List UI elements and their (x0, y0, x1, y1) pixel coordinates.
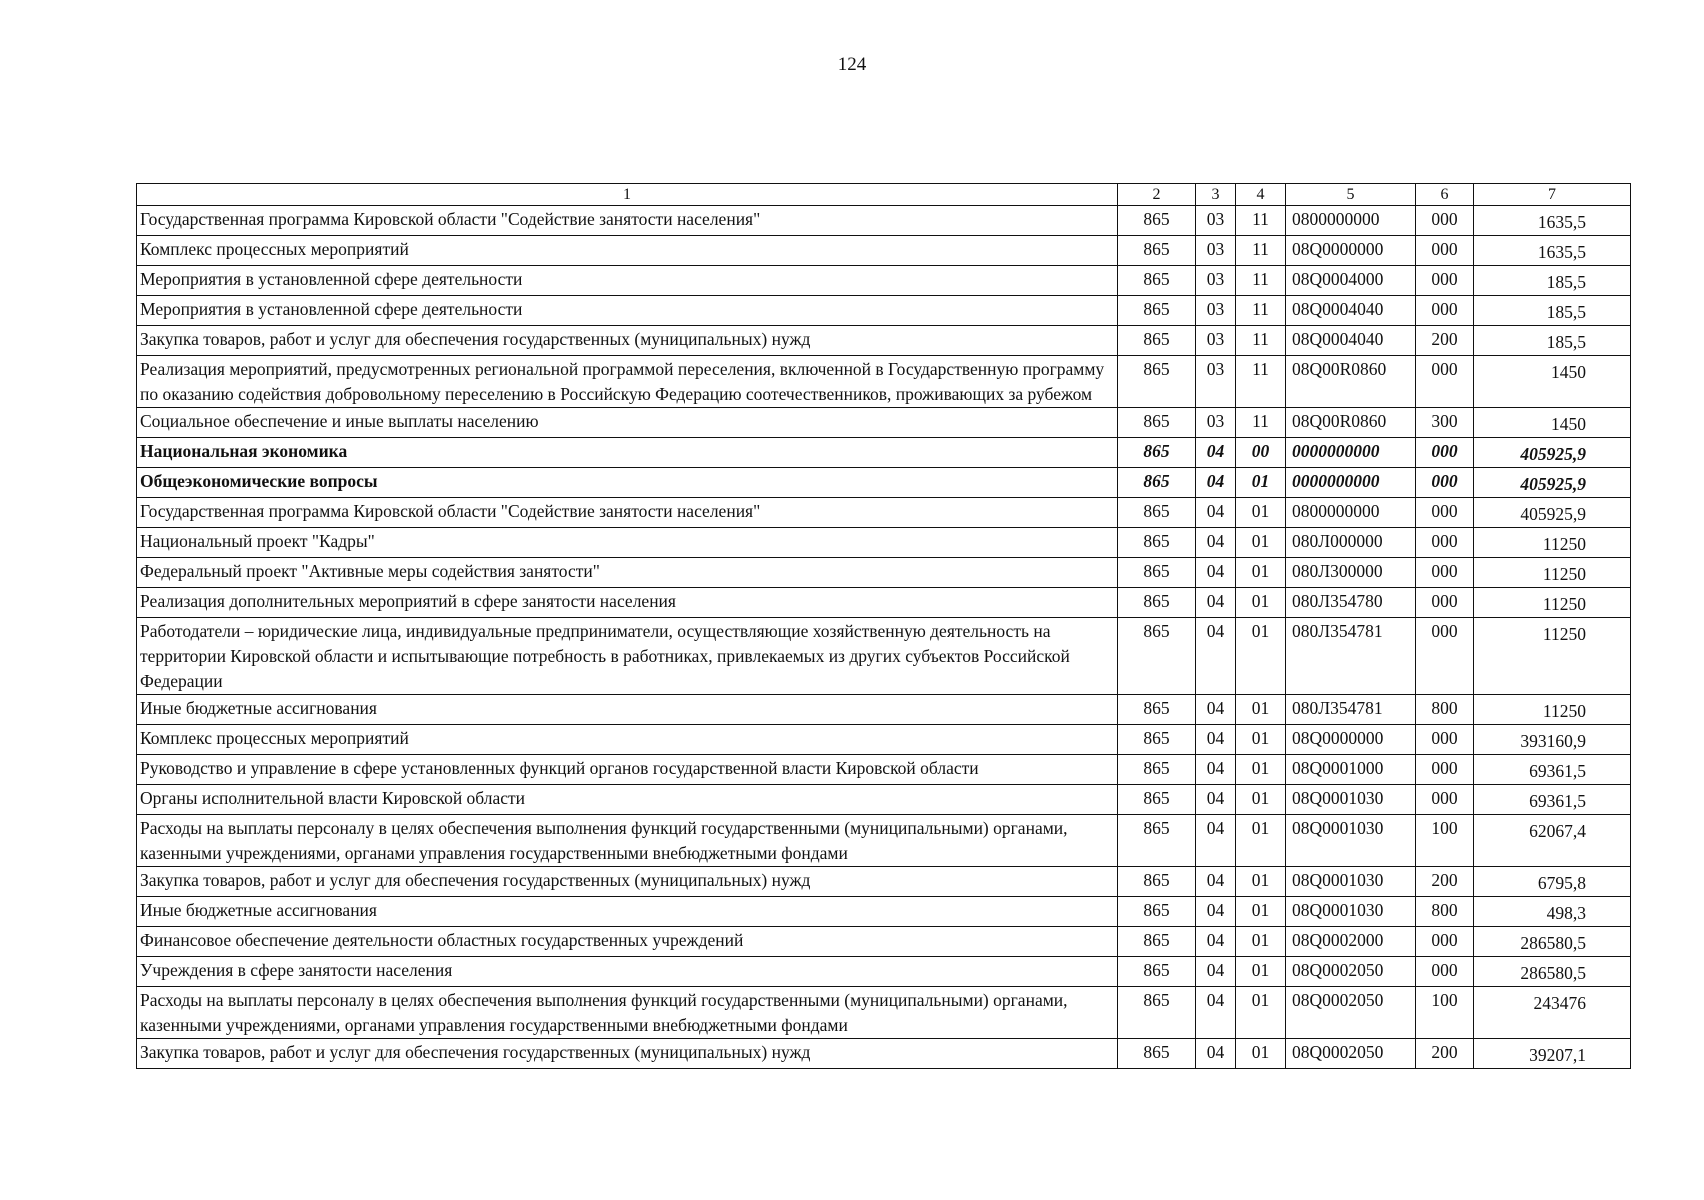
column-numbers-row (137, 184, 1631, 206)
target-article-code: 080Л354781 (1286, 695, 1416, 725)
section-code: 04 (1196, 695, 1236, 725)
amount: 185,5 (1474, 266, 1631, 296)
item-name: Финансовое обеспечение деятельности областных государственных учреждений (137, 927, 1118, 957)
ministry-code: 865 (1118, 588, 1196, 618)
subsection-code: 01 (1236, 897, 1286, 927)
subsection-code: 00 (1236, 438, 1286, 468)
table-row (137, 897, 1631, 927)
target-article-code: 08Q0001030 (1286, 897, 1416, 927)
ministry-code: 865 (1118, 927, 1196, 957)
item-name: Реализация дополнительных мероприятий в сфере занятости населения (137, 588, 1118, 618)
amount: 1635,5 (1474, 206, 1631, 236)
ministry-code: 865 (1118, 815, 1196, 867)
target-article-code: 08Q0002000 (1286, 927, 1416, 957)
table-row (137, 206, 1631, 236)
amount: 185,5 (1474, 296, 1631, 326)
section-code: 04 (1196, 588, 1236, 618)
target-article-code: 0800000000 (1286, 498, 1416, 528)
section-code: 03 (1196, 296, 1236, 326)
ministry-code: 865 (1118, 206, 1196, 236)
subsection-code: 01 (1236, 528, 1286, 558)
table-row (137, 695, 1631, 725)
expense-type-code: 000 (1416, 785, 1474, 815)
expense-type-code: 000 (1416, 206, 1474, 236)
table-row (137, 927, 1631, 957)
expense-type-code: 300 (1416, 408, 1474, 438)
expense-type-code: 000 (1416, 558, 1474, 588)
item-name: Федеральный проект "Активные меры содействия занятости" (137, 558, 1118, 588)
target-article-code: 080Л000000 (1286, 528, 1416, 558)
subsection-code: 11 (1236, 236, 1286, 266)
ministry-code: 865 (1118, 987, 1196, 1039)
table-row (137, 236, 1631, 266)
column-header: 1 (137, 184, 1118, 206)
expense-type-code: 000 (1416, 618, 1474, 695)
expense-type-code: 200 (1416, 867, 1474, 897)
section-code: 04 (1196, 468, 1236, 498)
section-code: 04 (1196, 785, 1236, 815)
subsection-code: 01 (1236, 785, 1286, 815)
amount: 243476 (1474, 987, 1631, 1039)
item-name: Руководство и управление в сфере установленных функций органов государственной власти Кировской области (137, 755, 1118, 785)
expense-type-code: 000 (1416, 356, 1474, 408)
item-name: Расходы на выплаты персоналу в целях обеспечения выполнения функций государственными (муниципальными) органами, казенными учреждениями, органами управления государственными внебюджетными фондами (137, 815, 1118, 867)
column-header: 5 (1286, 184, 1416, 206)
amount: 62067,4 (1474, 815, 1631, 867)
ministry-code: 865 (1118, 296, 1196, 326)
ministry-code: 865 (1118, 498, 1196, 528)
amount: 11250 (1474, 528, 1631, 558)
section-code: 04 (1196, 957, 1236, 987)
expense-type-code: 000 (1416, 588, 1474, 618)
table-row (137, 725, 1631, 755)
amount: 405925,9 (1474, 468, 1631, 498)
expense-type-code: 000 (1416, 296, 1474, 326)
table-row (137, 815, 1631, 867)
amount: 286580,5 (1474, 927, 1631, 957)
table-row (137, 785, 1631, 815)
item-name: Социальное обеспечение и иные выплаты населению (137, 408, 1118, 438)
section-code: 04 (1196, 558, 1236, 588)
target-article-code: 08Q0000000 (1286, 725, 1416, 755)
section-code: 04 (1196, 867, 1236, 897)
table-row (137, 987, 1631, 1039)
ministry-code: 865 (1118, 755, 1196, 785)
amount: 405925,9 (1474, 498, 1631, 528)
target-article-code: 080Л300000 (1286, 558, 1416, 588)
table-row (137, 438, 1631, 468)
ministry-code: 865 (1118, 266, 1196, 296)
item-name: Государственная программа Кировской области "Содействие занятости населения" (137, 498, 1118, 528)
table-row (137, 588, 1631, 618)
expense-type-code: 000 (1416, 755, 1474, 785)
page-number: 124 (837, 54, 867, 75)
target-article-code: 08Q0001000 (1286, 755, 1416, 785)
column-header: 3 (1196, 184, 1236, 206)
table-row (137, 408, 1631, 438)
item-name: Органы исполнительной власти Кировской области (137, 785, 1118, 815)
amount: 286580,5 (1474, 957, 1631, 987)
section-code: 04 (1196, 927, 1236, 957)
section-code: 03 (1196, 326, 1236, 356)
ministry-code: 865 (1118, 1039, 1196, 1069)
subsection-code: 11 (1236, 408, 1286, 438)
table-row (137, 356, 1631, 408)
ministry-code: 865 (1118, 558, 1196, 588)
amount: 69361,5 (1474, 755, 1631, 785)
expense-type-code: 800 (1416, 695, 1474, 725)
ministry-code: 865 (1118, 236, 1196, 266)
table-row (137, 1039, 1631, 1069)
amount: 1635,5 (1474, 236, 1631, 266)
target-article-code: 08Q00R0860 (1286, 356, 1416, 408)
ministry-code: 865 (1118, 468, 1196, 498)
ministry-code: 865 (1118, 897, 1196, 927)
subsection-code: 01 (1236, 725, 1286, 755)
section-code: 03 (1196, 206, 1236, 236)
item-name: Расходы на выплаты персоналу в целях обеспечения выполнения функций государственными (муниципальными) органами, казенными учреждениями, органами управления государственными внебюджетными фондами (137, 987, 1118, 1039)
item-name: Иные бюджетные ассигнования (137, 897, 1118, 927)
target-article-code: 08Q0002050 (1286, 987, 1416, 1039)
amount: 498,3 (1474, 897, 1631, 927)
target-article-code: 08Q0004040 (1286, 296, 1416, 326)
section-code: 04 (1196, 528, 1236, 558)
item-name: Закупка товаров, работ и услуг для обеспечения государственных (муниципальных) нужд (137, 1039, 1118, 1069)
target-article-code: 08Q0000000 (1286, 236, 1416, 266)
amount: 11250 (1474, 618, 1631, 695)
expense-type-code: 000 (1416, 438, 1474, 468)
item-name: Государственная программа Кировской области "Содействие занятости населения" (137, 206, 1118, 236)
target-article-code: 080Л354780 (1286, 588, 1416, 618)
item-name: Закупка товаров, работ и услуг для обеспечения государственных (муниципальных) нужд (137, 326, 1118, 356)
ministry-code: 865 (1118, 408, 1196, 438)
target-article-code: 08Q0002050 (1286, 1039, 1416, 1069)
target-article-code: 080Л354781 (1286, 618, 1416, 695)
item-name: Комплекс процессных мероприятий (137, 725, 1118, 755)
column-header: 2 (1118, 184, 1196, 206)
amount: 11250 (1474, 695, 1631, 725)
target-article-code: 0000000000 (1286, 468, 1416, 498)
amount: 11250 (1474, 588, 1631, 618)
ministry-code: 865 (1118, 356, 1196, 408)
target-article-code: 0000000000 (1286, 438, 1416, 468)
expense-type-code: 100 (1416, 815, 1474, 867)
item-name: Реализация мероприятий, предусмотренных региональной программой переселения, включенной в Государственную программу по оказанию содействия добровольному переселению в Российскую Федерацию соотечественников, проживающих за рубежом (137, 356, 1118, 408)
subsection-code: 01 (1236, 957, 1286, 987)
subsection-code: 01 (1236, 755, 1286, 785)
amount: 11250 (1474, 558, 1631, 588)
table-row (137, 558, 1631, 588)
section-code: 03 (1196, 356, 1236, 408)
table-row (137, 957, 1631, 987)
expense-type-code: 000 (1416, 528, 1474, 558)
column-header: 7 (1474, 184, 1631, 206)
ministry-code: 865 (1118, 618, 1196, 695)
target-article-code: 0800000000 (1286, 206, 1416, 236)
amount: 405925,9 (1474, 438, 1631, 468)
budget-table (136, 183, 1631, 1069)
ministry-code: 865 (1118, 785, 1196, 815)
section-code: 04 (1196, 725, 1236, 755)
subsection-code: 01 (1236, 927, 1286, 957)
column-header: 4 (1236, 184, 1286, 206)
expense-type-code: 100 (1416, 987, 1474, 1039)
item-name: Закупка товаров, работ и услуг для обеспечения государственных (муниципальных) нужд (137, 867, 1118, 897)
table-row (137, 498, 1631, 528)
subsection-code: 01 (1236, 695, 1286, 725)
expense-type-code: 800 (1416, 897, 1474, 927)
ministry-code: 865 (1118, 326, 1196, 356)
section-code: 04 (1196, 618, 1236, 695)
expense-type-code: 000 (1416, 266, 1474, 296)
section-code: 04 (1196, 755, 1236, 785)
subsection-code: 11 (1236, 206, 1286, 236)
section-code: 03 (1196, 408, 1236, 438)
ministry-code: 865 (1118, 528, 1196, 558)
section-code: 04 (1196, 1039, 1236, 1069)
table-row (137, 468, 1631, 498)
item-name: Национальная экономика (137, 438, 1118, 468)
section-code: 03 (1196, 236, 1236, 266)
item-name: Мероприятия в установленной сфере деятельности (137, 266, 1118, 296)
subsection-code: 11 (1236, 356, 1286, 408)
section-code: 04 (1196, 498, 1236, 528)
table-row (137, 296, 1631, 326)
expense-type-code: 000 (1416, 957, 1474, 987)
amount: 185,5 (1474, 326, 1631, 356)
subsection-code: 01 (1236, 867, 1286, 897)
expense-type-code: 200 (1416, 1039, 1474, 1069)
target-article-code: 08Q0001030 (1286, 785, 1416, 815)
amount: 393160,9 (1474, 725, 1631, 755)
target-article-code: 08Q0001030 (1286, 867, 1416, 897)
section-code: 04 (1196, 897, 1236, 927)
expense-type-code: 000 (1416, 468, 1474, 498)
amount: 69361,5 (1474, 785, 1631, 815)
section-code: 04 (1196, 438, 1236, 468)
table-row (137, 867, 1631, 897)
subsection-code: 01 (1236, 618, 1286, 695)
subsection-code: 11 (1236, 296, 1286, 326)
subsection-code: 01 (1236, 498, 1286, 528)
subsection-code: 11 (1236, 266, 1286, 296)
section-code: 04 (1196, 815, 1236, 867)
expense-type-code: 000 (1416, 927, 1474, 957)
table-row (137, 528, 1631, 558)
target-article-code: 08Q00R0860 (1286, 408, 1416, 438)
expense-type-code: 000 (1416, 725, 1474, 755)
subsection-code: 01 (1236, 558, 1286, 588)
target-article-code: 08Q0004000 (1286, 266, 1416, 296)
table-body (137, 206, 1631, 1069)
amount: 1450 (1474, 356, 1631, 408)
item-name: Иные бюджетные ассигнования (137, 695, 1118, 725)
ministry-code: 865 (1118, 867, 1196, 897)
ministry-code: 865 (1118, 725, 1196, 755)
table-row (137, 266, 1631, 296)
amount: 6795,8 (1474, 867, 1631, 897)
target-article-code: 08Q0001030 (1286, 815, 1416, 867)
target-article-code: 08Q0002050 (1286, 957, 1416, 987)
item-name: Национальный проект "Кадры" (137, 528, 1118, 558)
item-name: Учреждения в сфере занятости населения (137, 957, 1118, 987)
section-code: 03 (1196, 266, 1236, 296)
table-row (137, 755, 1631, 785)
item-name: Общеэкономические вопросы (137, 468, 1118, 498)
table-row (137, 618, 1631, 695)
column-header: 6 (1416, 184, 1474, 206)
subsection-code: 01 (1236, 1039, 1286, 1069)
expense-type-code: 000 (1416, 236, 1474, 266)
section-code: 04 (1196, 987, 1236, 1039)
expense-type-code: 200 (1416, 326, 1474, 356)
item-name: Комплекс процессных мероприятий (137, 236, 1118, 266)
subsection-code: 01 (1236, 468, 1286, 498)
item-name: Мероприятия в установленной сфере деятельности (137, 296, 1118, 326)
ministry-code: 865 (1118, 438, 1196, 468)
expense-type-code: 000 (1416, 498, 1474, 528)
item-name: Работодатели – юридические лица, индивидуальные предприниматели, осуществляющие хозяйственную деятельность на территории Кировской области и испытывающие потребность в работниках, привлекаемых из других субъектов Российской Федерации (137, 618, 1118, 695)
amount: 39207,1 (1474, 1039, 1631, 1069)
ministry-code: 865 (1118, 695, 1196, 725)
table-row (137, 326, 1631, 356)
amount: 1450 (1474, 408, 1631, 438)
ministry-code: 865 (1118, 957, 1196, 987)
subsection-code: 11 (1236, 326, 1286, 356)
target-article-code: 08Q0004040 (1286, 326, 1416, 356)
subsection-code: 01 (1236, 987, 1286, 1039)
subsection-code: 01 (1236, 815, 1286, 867)
subsection-code: 01 (1236, 588, 1286, 618)
